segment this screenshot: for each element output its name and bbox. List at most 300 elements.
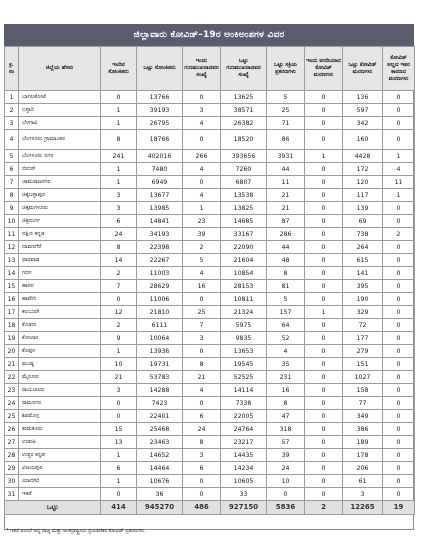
row-value: 2 bbox=[101, 319, 137, 332]
total-active: 5836 bbox=[267, 501, 305, 515]
row-district: ಬೆಳಗಾವಿ bbox=[19, 117, 101, 130]
row-value: 6 bbox=[101, 215, 137, 228]
row-value: 14435 bbox=[221, 449, 267, 462]
row-district: ದಕ್ಷಿಣ ಕನ್ನಡ bbox=[19, 228, 101, 241]
total-cases: 945270 bbox=[137, 501, 183, 515]
table-body bbox=[5, 91, 415, 501]
row-value: 0 bbox=[305, 254, 343, 267]
row-value: 3 bbox=[101, 189, 137, 202]
row-value: 1 bbox=[101, 117, 137, 130]
row-value: 1027 bbox=[343, 371, 383, 384]
row-value: 10676 bbox=[137, 475, 183, 488]
row-value: 39193 bbox=[137, 104, 183, 117]
row-value: 13825 bbox=[221, 202, 267, 215]
row-value: 25 bbox=[183, 306, 221, 319]
row-value: 1 bbox=[101, 163, 137, 176]
row-value: 0 bbox=[383, 371, 415, 384]
row-value: 14464 bbox=[137, 462, 183, 475]
row-value: 158 bbox=[343, 384, 383, 397]
row-value: 7338 bbox=[221, 397, 267, 410]
row-value: 0 bbox=[305, 345, 343, 358]
row-district: ಶಿವಮೊಗ್ಗ bbox=[19, 410, 101, 423]
row-district: ಧಾರವಾಡ bbox=[19, 254, 101, 267]
row-value: 6 bbox=[101, 462, 137, 475]
row-serial: 18 bbox=[5, 319, 19, 332]
row-value: 18766 bbox=[137, 130, 183, 150]
row-value: 0 bbox=[383, 436, 415, 449]
row-value: 395 bbox=[343, 280, 383, 293]
row-value: 136 bbox=[343, 91, 383, 104]
row-value: 6 bbox=[183, 410, 221, 423]
row-district: ರಾಯಚೂರು bbox=[19, 384, 101, 397]
row-value: 52525 bbox=[221, 371, 267, 384]
row-value: 13766 bbox=[137, 91, 183, 104]
row-value: 0 bbox=[305, 91, 343, 104]
row-value: 3 bbox=[101, 384, 137, 397]
row-value: 8 bbox=[267, 267, 305, 280]
row-value: 329 bbox=[343, 306, 383, 319]
row-serial: 26 bbox=[5, 423, 19, 436]
row-value: 0 bbox=[383, 332, 415, 345]
row-value: 615 bbox=[343, 254, 383, 267]
row-value: 19545 bbox=[221, 358, 267, 371]
row-district: ಇತರೆ bbox=[19, 488, 101, 501]
row-value: 0 bbox=[305, 397, 343, 410]
table-row bbox=[5, 215, 415, 228]
col-total-deaths: ಒಟ್ಟು ಕೋವಿಡ್ ಮರಣಗಳು bbox=[343, 47, 383, 91]
row-value: 5975 bbox=[221, 319, 267, 332]
row-value: 0 bbox=[383, 319, 415, 332]
row-value: 21 bbox=[101, 371, 137, 384]
row-value: 10605 bbox=[221, 475, 267, 488]
row-value: 26795 bbox=[137, 117, 183, 130]
col-today-deaths: ಇಂದು ವರದಿಯಾದ ಕೋವಿಡ್ ಮರಣಗಳು bbox=[305, 47, 343, 91]
row-value: 0 bbox=[305, 267, 343, 280]
row-value: 7423 bbox=[137, 397, 183, 410]
district-stats-table bbox=[4, 46, 415, 515]
row-district: ಬೆಂಗಳೂರು ಗ್ರಾಮಾಂತರ bbox=[19, 130, 101, 150]
col-today-recovered: ಇಂದು ಗುಣಮುಖರಾದವರ ಸಂಖ್ಯೆ bbox=[183, 47, 221, 91]
row-value: 6949 bbox=[137, 176, 183, 189]
row-value: 0 bbox=[305, 202, 343, 215]
row-value: 69 bbox=[343, 215, 383, 228]
row-value: 206 bbox=[343, 462, 383, 475]
row-value: 15 bbox=[101, 423, 137, 436]
row-value: 16 bbox=[267, 384, 305, 397]
row-value: 0 bbox=[101, 293, 137, 306]
row-serial: 3 bbox=[5, 117, 19, 130]
row-value: 24 bbox=[183, 423, 221, 436]
row-value: 4 bbox=[183, 163, 221, 176]
row-value: 61 bbox=[343, 475, 383, 488]
row-district: ಯಾದಗಿರಿ bbox=[19, 475, 101, 488]
row-value: 0 bbox=[305, 358, 343, 371]
row-value: 25468 bbox=[137, 423, 183, 436]
row-value: 1 bbox=[383, 150, 415, 163]
row-value: 9 bbox=[101, 332, 137, 345]
row-value: 0 bbox=[383, 104, 415, 117]
row-value: 6 bbox=[183, 462, 221, 475]
row-value: 13936 bbox=[137, 345, 183, 358]
col-other-deaths: ಕೋವಿಡ್ ಅಲ್ಲದ ಇತರ ಕಾರಣದ ಮರಣಗಳು bbox=[383, 47, 415, 91]
row-serial: 15 bbox=[5, 280, 19, 293]
row-serial: 22 bbox=[5, 371, 19, 384]
row-value: 0 bbox=[383, 306, 415, 319]
row-value: 8 bbox=[267, 397, 305, 410]
table-row bbox=[5, 280, 415, 293]
row-value: 0 bbox=[383, 410, 415, 423]
row-value: 0 bbox=[305, 319, 343, 332]
table-row bbox=[5, 202, 415, 215]
row-value: 47 bbox=[267, 410, 305, 423]
row-value: 0 bbox=[383, 462, 415, 475]
row-value: 0 bbox=[383, 215, 415, 228]
row-value: 2 bbox=[101, 267, 137, 280]
table-row bbox=[5, 332, 415, 345]
row-value: 0 bbox=[183, 397, 221, 410]
table-row bbox=[5, 462, 415, 475]
row-value: 117 bbox=[343, 189, 383, 202]
row-value: 24 bbox=[267, 462, 305, 475]
row-value: 7 bbox=[183, 319, 221, 332]
table-row bbox=[5, 306, 415, 319]
row-value: 38571 bbox=[221, 104, 267, 117]
row-value: 21324 bbox=[221, 306, 267, 319]
table-row bbox=[5, 241, 415, 254]
row-value: 2 bbox=[183, 241, 221, 254]
row-value: 22398 bbox=[137, 241, 183, 254]
row-value: 11003 bbox=[137, 267, 183, 280]
row-value: 77 bbox=[343, 397, 383, 410]
row-district: ಬಳ್ಳಾರಿ bbox=[19, 104, 101, 117]
table-row bbox=[5, 358, 415, 371]
row-value: 151 bbox=[343, 358, 383, 371]
row-value: 0 bbox=[305, 410, 343, 423]
table-row bbox=[5, 371, 415, 384]
row-district: ಬಾಗಲಕೋಟೆ bbox=[19, 91, 101, 104]
total-deaths: 12265 bbox=[343, 501, 383, 515]
table-row bbox=[5, 176, 415, 189]
row-value: 48 bbox=[267, 254, 305, 267]
row-value: 0 bbox=[305, 104, 343, 117]
row-value: 0 bbox=[383, 397, 415, 410]
row-value: 264 bbox=[343, 241, 383, 254]
row-value: 44 bbox=[267, 163, 305, 176]
row-value: 4 bbox=[183, 267, 221, 280]
row-value: 0 bbox=[305, 488, 343, 501]
total-today-deaths: 2 bbox=[305, 501, 343, 515]
table-row bbox=[5, 436, 415, 449]
row-value: 3 bbox=[101, 202, 137, 215]
row-value: 87 bbox=[267, 215, 305, 228]
row-serial: 23 bbox=[5, 384, 19, 397]
row-value: 9835 bbox=[221, 332, 267, 345]
row-value: 141 bbox=[343, 267, 383, 280]
row-value: 0 bbox=[383, 488, 415, 501]
table-row bbox=[5, 104, 415, 117]
row-value: 349 bbox=[343, 410, 383, 423]
col-total-cases: ಒಟ್ಟು ಸೋಂಕಿತರು bbox=[137, 47, 183, 91]
row-value: 386 bbox=[343, 423, 383, 436]
row-value: 0 bbox=[305, 332, 343, 345]
row-value: 72 bbox=[343, 319, 383, 332]
row-value: 86 bbox=[267, 130, 305, 150]
row-value: 22005 bbox=[221, 410, 267, 423]
row-value: 4 bbox=[183, 117, 221, 130]
table-row bbox=[5, 384, 415, 397]
row-district: ಚಿತ್ರದುರ್ಗ bbox=[19, 215, 101, 228]
row-district: ಬೆಂಗಳೂರು ನಗರ bbox=[19, 150, 101, 163]
row-value: 35 bbox=[267, 358, 305, 371]
row-value: 0 bbox=[383, 202, 415, 215]
row-district: ಬೀದರ್ bbox=[19, 163, 101, 176]
footnote: * ಇತರೆ ಅಂದರೆ ಅನ್ಯ ರಾಜ್ಯ ಮತ್ತು ಅಂತರ್ರಾಷ್ಟ್ರೀಯ ಪ್ರಯಾಣಿಕರ ಕೋವಿಡ್ ಪ್ರಕರಣಗಳು. bbox=[6, 528, 146, 534]
row-value: 0 bbox=[305, 475, 343, 488]
row-value: 0 bbox=[183, 345, 221, 358]
row-value: 6111 bbox=[137, 319, 183, 332]
row-serial: 2 bbox=[5, 104, 19, 117]
row-serial: 8 bbox=[5, 189, 19, 202]
row-value: 0 bbox=[305, 449, 343, 462]
row-value: 10811 bbox=[221, 293, 267, 306]
row-value: 3 bbox=[183, 332, 221, 345]
row-value: 0 bbox=[383, 449, 415, 462]
row-value: 342 bbox=[343, 117, 383, 130]
row-value: 190 bbox=[343, 293, 383, 306]
row-value: 1 bbox=[305, 150, 343, 163]
row-value: 5 bbox=[267, 91, 305, 104]
row-serial: 7 bbox=[5, 176, 19, 189]
col-district: ಜಿಲ್ಲೆಯ ಹೆಸರು bbox=[19, 47, 101, 91]
row-value: 10854 bbox=[221, 267, 267, 280]
row-value: 8 bbox=[101, 241, 137, 254]
row-value: 10064 bbox=[137, 332, 183, 345]
row-value: 21604 bbox=[221, 254, 267, 267]
total-today-cases: 414 bbox=[101, 501, 137, 515]
row-value: 0 bbox=[305, 215, 343, 228]
row-value: 19731 bbox=[137, 358, 183, 371]
row-value: 0 bbox=[383, 475, 415, 488]
row-value: 4 bbox=[267, 345, 305, 358]
row-value: 1 bbox=[101, 475, 137, 488]
table-row bbox=[5, 254, 415, 267]
row-district: ಕೊಡಗು bbox=[19, 319, 101, 332]
row-value: 0 bbox=[183, 475, 221, 488]
row-value: 231 bbox=[267, 371, 305, 384]
row-serial: 27 bbox=[5, 436, 19, 449]
row-value: 139 bbox=[343, 202, 383, 215]
row-value: 14288 bbox=[137, 384, 183, 397]
row-value: 172 bbox=[343, 163, 383, 176]
row-value: 18520 bbox=[221, 130, 267, 150]
row-district: ವಿಜಯಪುರ bbox=[19, 462, 101, 475]
row-value: 71 bbox=[267, 117, 305, 130]
row-district: ಕಲಬುರಗಿ bbox=[19, 306, 101, 319]
row-value: 0 bbox=[267, 488, 305, 501]
row-value: 0 bbox=[305, 130, 343, 150]
row-value: 22267 bbox=[137, 254, 183, 267]
row-value: 0 bbox=[305, 228, 343, 241]
row-value: 14841 bbox=[137, 215, 183, 228]
table-row bbox=[5, 163, 415, 176]
table-row bbox=[5, 130, 415, 150]
row-serial: 24 bbox=[5, 397, 19, 410]
row-serial: 6 bbox=[5, 163, 19, 176]
table-row bbox=[5, 293, 415, 306]
row-district: ಉತ್ತರ ಕನ್ನಡ bbox=[19, 449, 101, 462]
row-value: 28153 bbox=[221, 280, 267, 293]
row-value: 8 bbox=[183, 436, 221, 449]
row-district: ತುಮಕೂರು bbox=[19, 423, 101, 436]
row-serial: 19 bbox=[5, 332, 19, 345]
row-value: 21 bbox=[267, 202, 305, 215]
row-value: 0 bbox=[383, 117, 415, 130]
row-value: 0 bbox=[183, 91, 221, 104]
row-value: 36 bbox=[137, 488, 183, 501]
row-value: 286 bbox=[267, 228, 305, 241]
row-serial: 16 bbox=[5, 293, 19, 306]
row-value: 23217 bbox=[221, 436, 267, 449]
row-serial: 25 bbox=[5, 410, 19, 423]
row-value: 0 bbox=[305, 462, 343, 475]
row-value: 0 bbox=[305, 371, 343, 384]
row-value: 1 bbox=[101, 104, 137, 117]
row-value: 39 bbox=[183, 228, 221, 241]
row-value: 22090 bbox=[221, 241, 267, 254]
row-value: 6807 bbox=[221, 176, 267, 189]
table-row bbox=[5, 397, 415, 410]
row-value: 1 bbox=[101, 345, 137, 358]
row-value: 0 bbox=[183, 488, 221, 501]
row-value: 13 bbox=[101, 436, 137, 449]
row-serial: 9 bbox=[5, 202, 19, 215]
totals-label: ಒಟ್ಟು bbox=[5, 501, 101, 515]
document-title: ಜಿಲ್ಲಾವಾರು ಕೋವಿಡ್–19ರ ಅಂಕಿಅಂಶಗಳ ವಿವರ bbox=[4, 24, 414, 46]
table-row bbox=[5, 423, 415, 436]
row-district: ದಾವಣಗೆರೆ bbox=[19, 241, 101, 254]
row-value: 44 bbox=[267, 241, 305, 254]
row-value: 39 bbox=[267, 449, 305, 462]
row-district: ಕೋಲಾರ bbox=[19, 332, 101, 345]
row-value: 0 bbox=[101, 410, 137, 423]
row-value: 0 bbox=[305, 241, 343, 254]
row-serial: 28 bbox=[5, 449, 19, 462]
row-value: 1 bbox=[305, 306, 343, 319]
table-row bbox=[5, 189, 415, 202]
row-serial: 10 bbox=[5, 215, 19, 228]
row-serial: 5 bbox=[5, 150, 19, 163]
row-value: 14685 bbox=[221, 215, 267, 228]
row-value: 0 bbox=[305, 293, 343, 306]
row-value: 0 bbox=[383, 91, 415, 104]
row-value: 0 bbox=[101, 488, 137, 501]
row-value: 266 bbox=[183, 150, 221, 163]
row-value: 26382 bbox=[221, 117, 267, 130]
total-other-deaths: 19 bbox=[383, 501, 415, 515]
row-value: 33 bbox=[221, 488, 267, 501]
row-value: 189 bbox=[343, 436, 383, 449]
row-value: 13653 bbox=[221, 345, 267, 358]
row-value: 402016 bbox=[137, 150, 183, 163]
table-row bbox=[5, 345, 415, 358]
col-serial: ಕ್ರ. ಸಂ bbox=[5, 47, 19, 91]
row-district: ಹಾವೇರಿ bbox=[19, 293, 101, 306]
row-value: 21 bbox=[267, 189, 305, 202]
row-district: ಗದಗ bbox=[19, 267, 101, 280]
row-value: 0 bbox=[383, 345, 415, 358]
row-serial: 14 bbox=[5, 267, 19, 280]
row-value: 0 bbox=[383, 358, 415, 371]
table-row bbox=[5, 475, 415, 488]
row-value: 12 bbox=[101, 306, 137, 319]
row-value: 0 bbox=[305, 423, 343, 436]
row-value: 393656 bbox=[221, 150, 267, 163]
row-value: 1 bbox=[101, 449, 137, 462]
row-value: 13677 bbox=[137, 189, 183, 202]
table-row bbox=[5, 117, 415, 130]
row-value: 11 bbox=[383, 176, 415, 189]
row-district: ಹಾಸನ bbox=[19, 280, 101, 293]
row-value: 177 bbox=[343, 332, 383, 345]
row-serial: 1 bbox=[5, 91, 19, 104]
row-value: 21810 bbox=[137, 306, 183, 319]
row-value: 3 bbox=[343, 488, 383, 501]
row-value: 23463 bbox=[137, 436, 183, 449]
table-row bbox=[5, 150, 415, 163]
totals-row bbox=[5, 501, 415, 515]
row-value: 28629 bbox=[137, 280, 183, 293]
row-value: 14234 bbox=[221, 462, 267, 475]
row-serial: 31 bbox=[5, 488, 19, 501]
row-value: 11006 bbox=[137, 293, 183, 306]
row-value: 7260 bbox=[221, 163, 267, 176]
row-value: 1 bbox=[183, 202, 221, 215]
row-value: 0 bbox=[305, 280, 343, 293]
row-value: 0 bbox=[383, 423, 415, 436]
row-value: 4 bbox=[383, 163, 415, 176]
row-value: 738 bbox=[343, 228, 383, 241]
row-value: 13538 bbox=[221, 189, 267, 202]
table-row bbox=[5, 410, 415, 423]
col-total-recovered: ಒಟ್ಟು ಗುಣಮುಖರಾದವರ ಸಂಖ್ಯೆ bbox=[221, 47, 267, 91]
row-value: 14 bbox=[101, 254, 137, 267]
row-district: ಚಿಕ್ಕಮಗಳೂರು bbox=[19, 202, 101, 215]
row-value: 5 bbox=[183, 254, 221, 267]
header-row bbox=[5, 47, 415, 91]
row-value: 8 bbox=[183, 358, 221, 371]
row-serial: 13 bbox=[5, 254, 19, 267]
row-value: 11 bbox=[267, 176, 305, 189]
row-district: ಚಿಕ್ಕಬಳ್ಳಾಪುರ bbox=[19, 189, 101, 202]
row-value: 16 bbox=[183, 280, 221, 293]
total-recovered: 927150 bbox=[221, 501, 267, 515]
row-serial: 20 bbox=[5, 345, 19, 358]
row-value: 24 bbox=[101, 228, 137, 241]
row-district: ಕೊಪ್ಪಳ bbox=[19, 345, 101, 358]
row-value: 1 bbox=[101, 176, 137, 189]
row-value: 4 bbox=[183, 384, 221, 397]
row-value: 7 bbox=[101, 280, 137, 293]
row-value: 14114 bbox=[221, 384, 267, 397]
row-value: 5 bbox=[267, 293, 305, 306]
table-row bbox=[5, 488, 415, 501]
row-value: 0 bbox=[101, 397, 137, 410]
row-serial: 30 bbox=[5, 475, 19, 488]
row-value: 0 bbox=[183, 293, 221, 306]
row-value: 0 bbox=[383, 293, 415, 306]
row-value: 0 bbox=[183, 176, 221, 189]
row-value: 597 bbox=[343, 104, 383, 117]
